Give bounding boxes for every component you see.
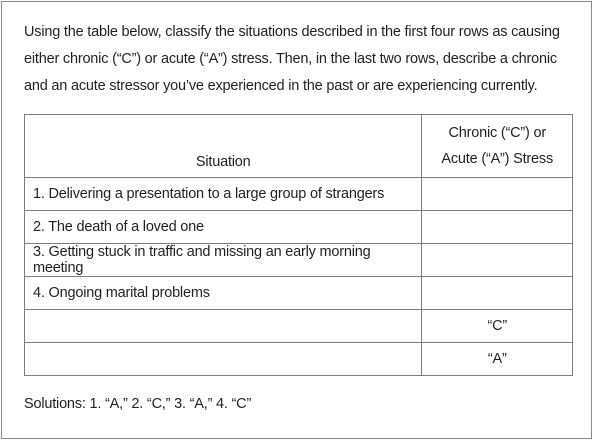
situation-cell: 3. Getting stuck in traffic and missing an early morning meeting	[25, 244, 422, 277]
solutions-text: Solutions: 1. “A,” 2. “C,” 3. “A,” 4. “C”	[24, 396, 252, 412]
header-stress-type-line2: Acute (“A”) Stress	[441, 151, 554, 167]
stress-type-cell: “A”	[422, 343, 573, 376]
table-row	[25, 343, 573, 376]
table-row	[25, 310, 573, 343]
stress-type-cell[interactable]	[422, 178, 573, 211]
table-row	[25, 244, 573, 277]
situation-cell: 1. Delivering a presentation to a large group of strangers	[25, 178, 422, 211]
stress-type-cell[interactable]	[422, 244, 573, 277]
header-stress-type-line1: Chronic (“C”) or	[448, 125, 546, 141]
stress-type-cell: “C”	[422, 310, 573, 343]
stress-classification-table	[24, 114, 573, 376]
table-row	[25, 277, 573, 310]
header-situation: Situation	[25, 115, 422, 178]
situation-cell[interactable]	[25, 343, 422, 376]
situation-cell: 2. The death of a loved one	[25, 211, 422, 244]
situation-cell[interactable]	[25, 310, 422, 343]
header-stress-type	[422, 115, 573, 178]
table-row	[25, 211, 573, 244]
stress-type-cell[interactable]	[422, 211, 573, 244]
table-row	[25, 178, 573, 211]
stress-type-cell[interactable]	[422, 277, 573, 310]
situation-cell: 4. Ongoing marital problems	[25, 277, 422, 310]
table-header-row	[25, 115, 573, 178]
instructions-text: Using the table below, classify the situations described in the first four rows as causing either chronic (“C”) or acute (“A”) stress. Then, in the last two rows, describe a chronic and an acute stressor you’ve experienced in the past or are experiencing currently.	[24, 24, 560, 94]
